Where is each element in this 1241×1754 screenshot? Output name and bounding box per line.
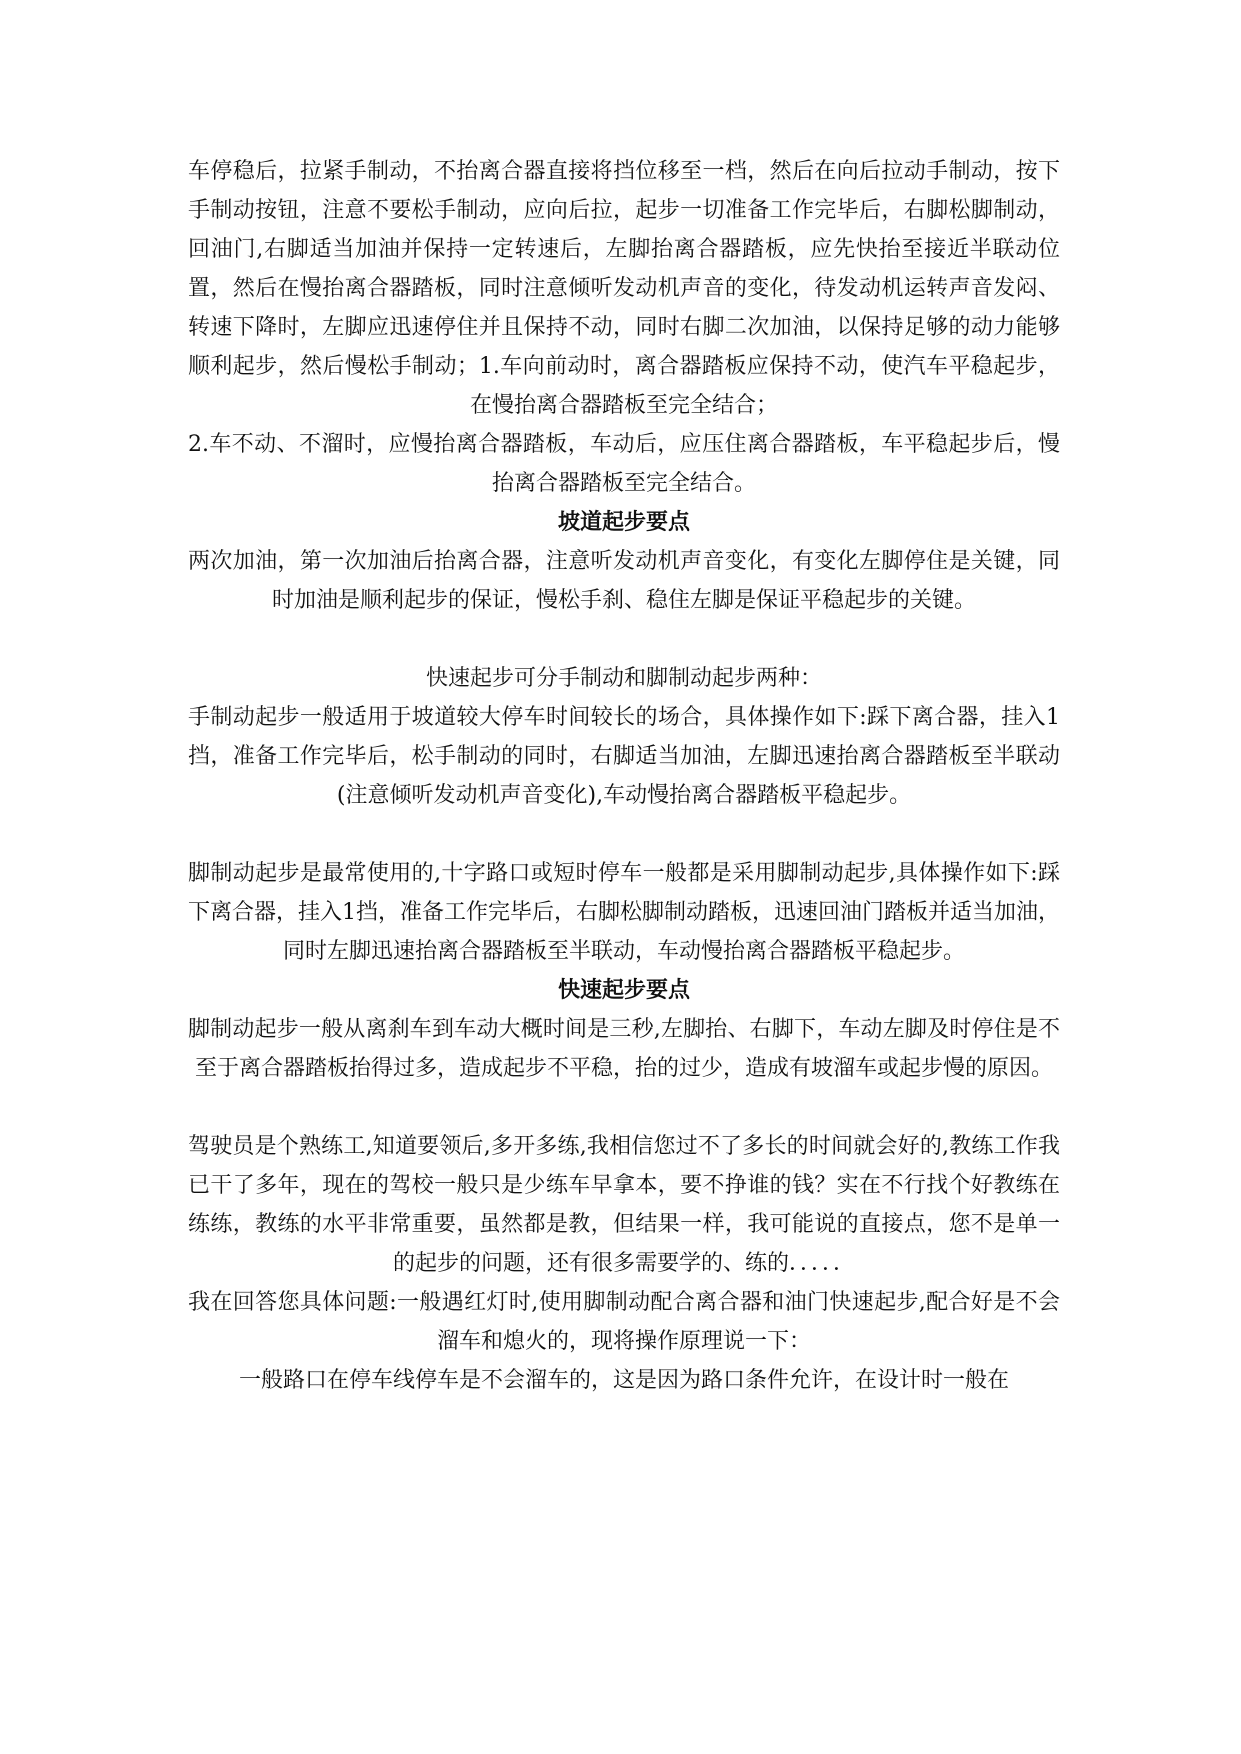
paragraph-spacer: [188, 620, 1060, 659]
paragraph: 脚制动起步一般从离刹车到车动大概时间是三秒,左脚抬、右脚下，车动左脚及时停住是不至于离合器踏板抬得过多，造成起步不平稳，抬的过少，造成有坡溜车或起步慢的原因。: [188, 1017, 1060, 1081]
paragraph: 一般路口在停车线停车是不会溜车的，这是因为路口条件允许，在设计时一般在: [238, 1368, 1009, 1393]
paragraph: 2.车不动、不溜时，应慢抬离合器踏板，车动后，应压住离合器踏板，车平稳起步后，慢抬离合器踏板至完全结合。: [188, 432, 1060, 496]
paragraph: 我在回答您具体问题:一般遇红灯时,使用脚制动配合离合器和油门快速起步,配合好是不会溜车和熄火的，现将操作原理说一下：: [188, 1290, 1060, 1354]
paragraph: 快速起步可分手制动和脚制动起步两种：: [425, 666, 822, 691]
document-body: [188, 152, 1060, 1400]
paragraph: 脚制动起步是最常使用的,十字路口或短时停车一般都是采用脚制动起步,具体操作如下:踩下离合器，挂入1挡，准备工作完毕后，右脚松脚制动踏板，迅速回油门踏板并适当加油，同时左脚迅速抬离合器踏板至半联动，车动慢抬离合器踏板平稳起步。: [188, 861, 1061, 964]
paragraph-spacer: [188, 815, 1060, 854]
section-heading: 快速起步要点: [557, 977, 690, 1003]
paragraph: 车停稳后，拉紧手制动，不抬离合器直接将挡位移至一档，然后在向后拉动手制动，按下手制动按钮，注意不要松手制动，应向后拉，起步一切准备工作完毕后，右脚松脚制动，回油门,右脚适当加油并保持一定转速后，左脚抬离合器踏板，应先快抬至接近半联动位置，然后在慢抬离合器踏板，同时注意倾听发动机声音的变化，待发动机运转声音发闷、转速下降时，左脚应迅速停住并且保持不动，同时右脚二次加油，以保持足够的动力能够顺利起步，然后慢松手制动；1.车向前动时，离合器踏板应保持不动，使汽车平稳起步，在慢抬离合器踏板至完全结合；: [188, 159, 1060, 418]
paragraph-spacer: [188, 1088, 1060, 1127]
paragraph: 手制动起步一般适用于坡道较大停车时间较长的场合，具体操作如下:踩下离合器，挂入1挡，准备工作完毕后，松手制动的同时，右脚适当加油，左脚迅速抬离合器踏板至半联动(注意倾听发动机声音变化),车动慢抬离合器踏板平稳起步。: [188, 705, 1060, 808]
section-heading: 坡道起步要点: [557, 509, 690, 535]
paragraph: 驾驶员是个熟练工,知道要领后,多开多练,我相信您过不了多长的时间就会好的,教练工作我已干了多年，现在的驾校一般只是少练车早拿本，要不挣谁的钱？实在不行找个好教练在练练，教练的水平非常重要，虽然都是教，但结果一样，我可能说的直接点，您不是单一的起步的问题，还有很多需要学的、练的．．．．．: [188, 1134, 1060, 1276]
paragraph: 两次加油，第一次加油后抬离合器，注意听发动机声音变化，有变化左脚停住是关键，同时加油是顺利起步的保证，慢松手刹、稳住左脚是保证平稳起步的关键。: [188, 549, 1060, 613]
